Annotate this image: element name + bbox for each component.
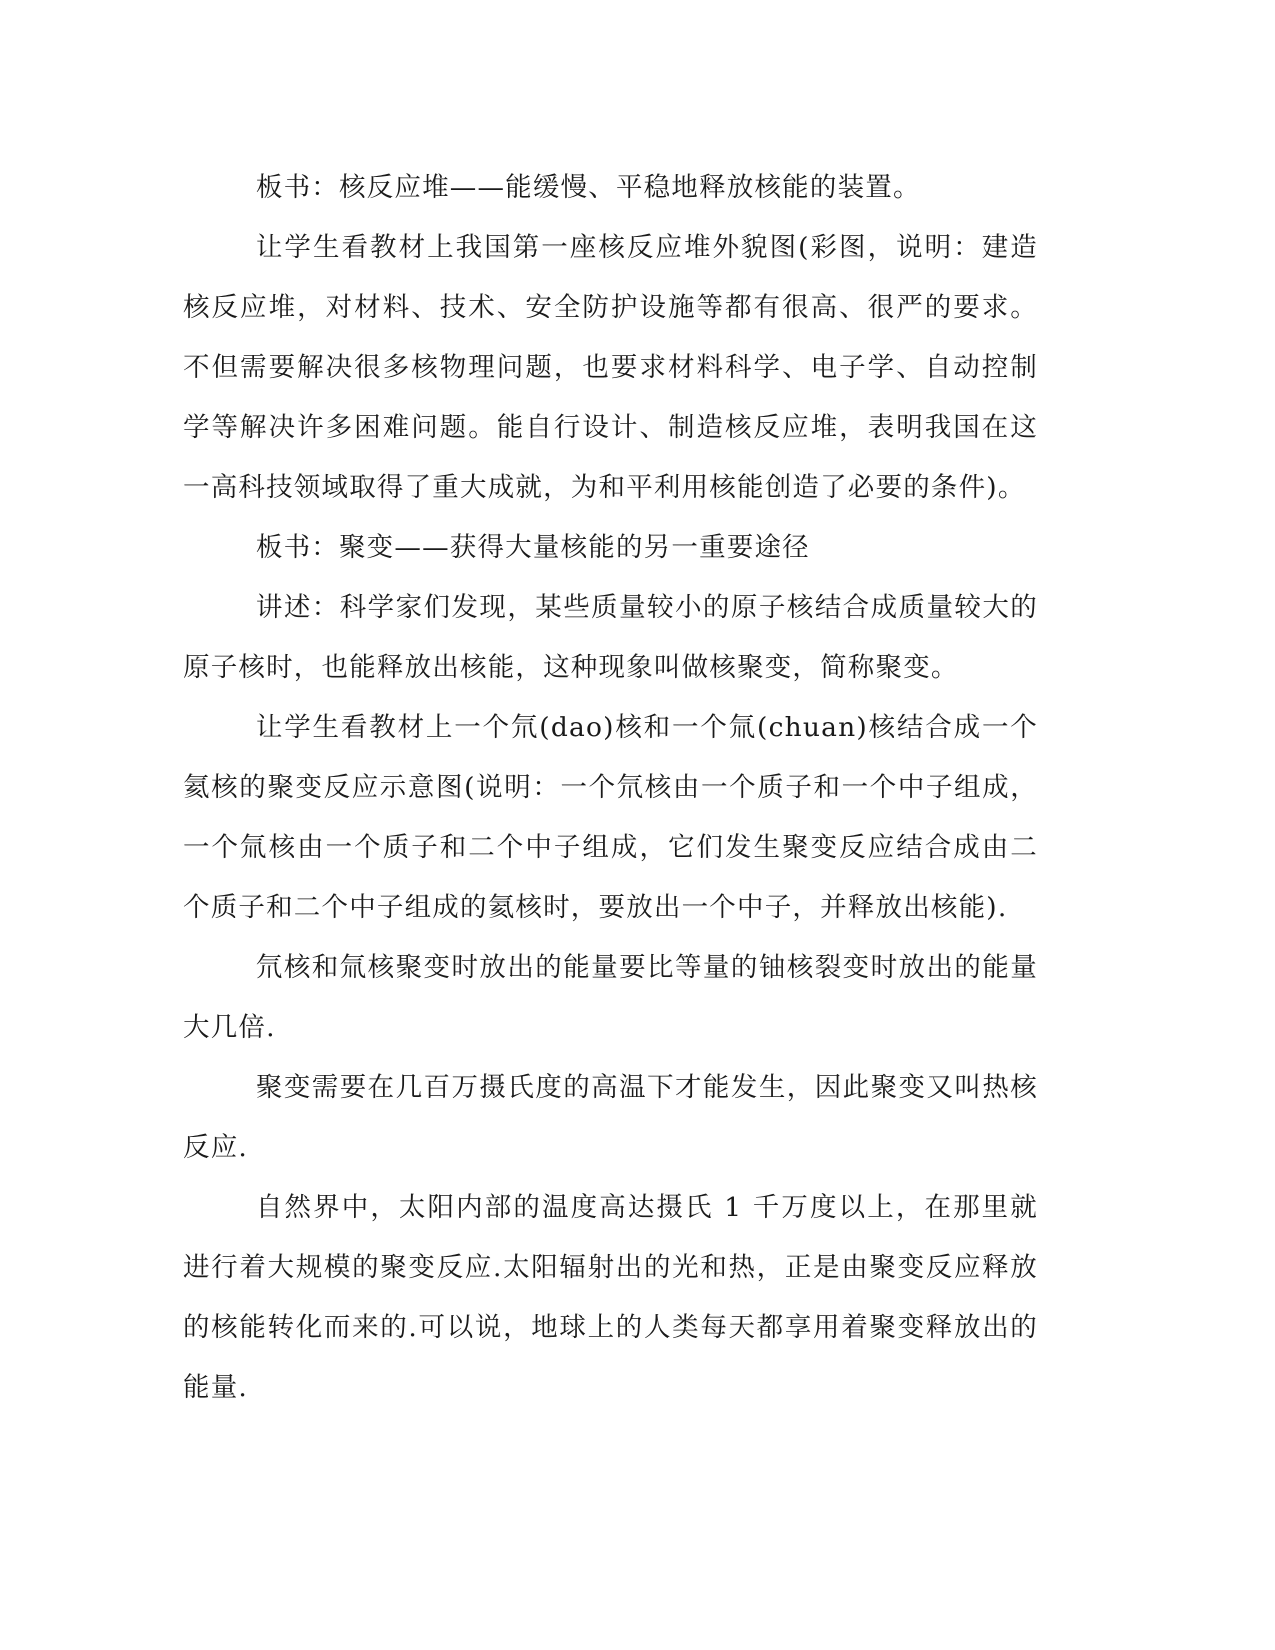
document-body [183,158,1038,1418]
paragraph-sun-fusion: 自然界中，太阳内部的温度高达摄氏 1 千万度以上，在那里就进行着大规模的聚变反应.太阳辐射出的光和热，正是由聚变反应释放的核能转化而来的.可以说，地球上的人类每天都享用着聚变释放出的能量. [183,1192,1038,1403]
paragraph-fusion-explanation: 讲述：科学家们发现，某些质量较小的原子核结合成质量较大的原子核时，也能释放出核能，这种现象叫做核聚变，简称聚变。 [183,592,1038,683]
paragraph-fusion-heading: 板书：聚变——获得大量核能的另一重要途径 [255,532,810,563]
paragraph-thermonuclear: 聚变需要在几百万摄氏度的高温下才能发生，因此聚变又叫热核反应. [183,1072,1038,1163]
paragraph-fusion-diagram: 让学生看教材上一个氘(dao)核和一个氚(chuan)核结合成一个氦核的聚变反应示意图(说明：一个氘核由一个质子和一个中子组成，一个氚核由一个质子和二个中子组成，它们发生聚变反应结合成由二个质子和二个中子组成的氦核时，要放出一个中子，并释放出核能). [183,712,1038,923]
paragraph-fusion-energy: 氘核和氚核聚变时放出的能量要比等量的铀核裂变时放出的能量大几倍. [183,952,1038,1043]
paragraph-reactor-heading: 板书：核反应堆——能缓慢、平稳地释放核能的装置。 [255,172,921,203]
paragraph-reactor-description: 让学生看教材上我国第一座核反应堆外貌图(彩图，说明：建造核反应堆，对材料、技术、安全防护设施等都有很高、很严的要求。不但需要解决很多核物理问题，也要求材料科学、电子学、自动控制学等解决许多困难问题。能自行设计、制造核反应堆，表明我国在这一高科技领域取得了重大成就，为和平利用核能创造了必要的条件)。 [183,232,1038,503]
